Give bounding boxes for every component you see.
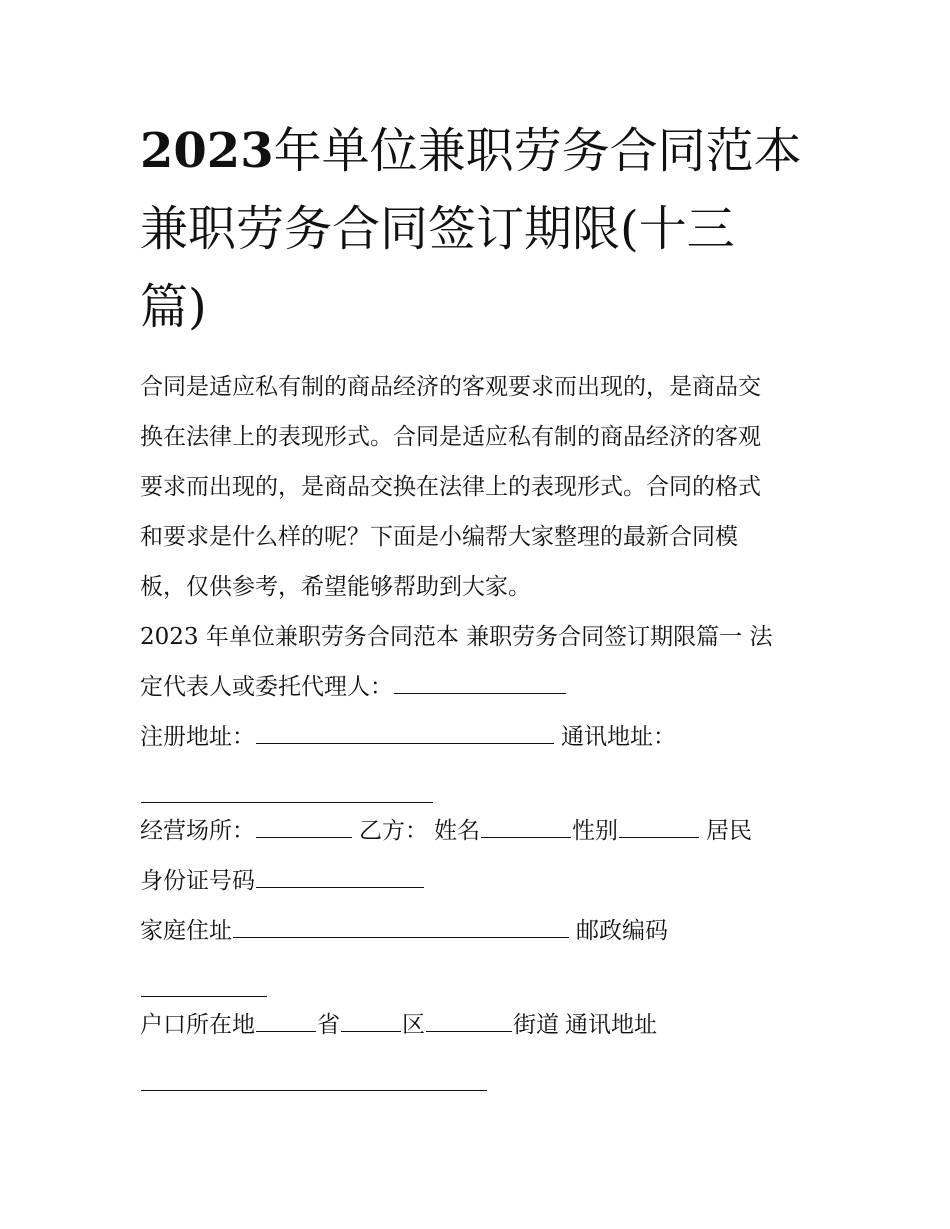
id-number-label: 身份证号码 <box>140 868 255 894</box>
intro-paragraph <box>140 362 820 612</box>
title-line-1-rest: 年单位兼职劳务合同范本 <box>273 123 802 179</box>
home-address-label: 家庭住址 <box>140 918 232 944</box>
intro-line: 板，仅供参考，希望能够帮助到大家。 <box>140 574 531 600</box>
comm-address-blank[interactable] <box>141 780 433 803</box>
comm-address-label: 通讯地址： <box>561 724 676 750</box>
business-paragraph <box>140 806 820 906</box>
comm-address-row <box>140 762 820 806</box>
hukou-row <box>140 1000 820 1050</box>
home-address-blank[interactable] <box>233 915 569 938</box>
hukou-paragraph <box>140 1000 820 1094</box>
business-place-label: 经营场所： <box>140 818 255 844</box>
resident-label: 居民 <box>706 818 752 844</box>
id-number-blank[interactable] <box>256 865 424 888</box>
title-line-3: 篇) <box>140 279 207 335</box>
intro-line: 换在法律上的表现形式。合同是适应私有制的商品经济的客观 <box>140 424 761 450</box>
id-number-row <box>140 856 820 906</box>
hukou-label: 户口所在地 <box>140 1012 255 1038</box>
section-heading-line: 2023 年单位兼职劳务合同范本 兼职劳务合同签订期限篇一 法 <box>140 624 773 650</box>
district-label: 区 <box>402 1012 425 1038</box>
document-page <box>140 112 820 1094</box>
name-label: 姓名 <box>434 818 480 844</box>
postal-code-blank[interactable] <box>141 974 267 997</box>
section-heading <box>140 612 820 712</box>
legal-rep-blank[interactable] <box>394 671 566 694</box>
registered-address-row <box>140 712 820 762</box>
home-paragraph <box>140 906 820 1000</box>
title-year: 2023 <box>140 123 274 179</box>
gender-label: 性别 <box>572 818 618 844</box>
street-label: 街道 <box>513 1012 559 1038</box>
comm-address2-blank[interactable] <box>141 1068 487 1091</box>
name-blank[interactable] <box>481 815 571 838</box>
intro-line: 合同是适应私有制的商品经济的客观要求而出现的，是商品交 <box>140 374 761 400</box>
comm-address2-label: 通讯地址 <box>565 1012 657 1038</box>
province-blank[interactable] <box>341 1009 401 1032</box>
title-line-1 <box>140 112 820 190</box>
home-address-row <box>140 906 820 956</box>
business-place-blank[interactable] <box>256 815 352 838</box>
legal-rep-row <box>140 662 820 712</box>
postal-code-row <box>140 956 820 1000</box>
district-blank[interactable] <box>426 1009 512 1032</box>
province-label: 省 <box>317 1012 340 1038</box>
business-row <box>140 806 820 856</box>
postal-code-label: 邮政编码 <box>576 918 668 944</box>
document-body <box>140 362 820 1094</box>
legal-rep-label: 定代表人或委托代理人： <box>140 674 393 700</box>
document-title <box>140 112 820 346</box>
intro-line: 和要求是什么样的呢？下面是小编帮大家整理的最新合同模 <box>140 524 738 550</box>
address-paragraph <box>140 712 820 806</box>
comm-address2-row <box>140 1050 820 1094</box>
gender-blank[interactable] <box>619 815 699 838</box>
title-line-2: 兼职劳务合同签订期限(十三 <box>140 201 735 257</box>
registered-address-label: 注册地址： <box>140 724 255 750</box>
hukou-city-blank[interactable] <box>256 1009 316 1032</box>
party-b-label: 乙方： <box>359 818 428 844</box>
intro-line: 要求而出现的，是商品交换在法律上的表现形式。合同的格式 <box>140 474 761 500</box>
registered-address-blank[interactable] <box>256 721 554 744</box>
